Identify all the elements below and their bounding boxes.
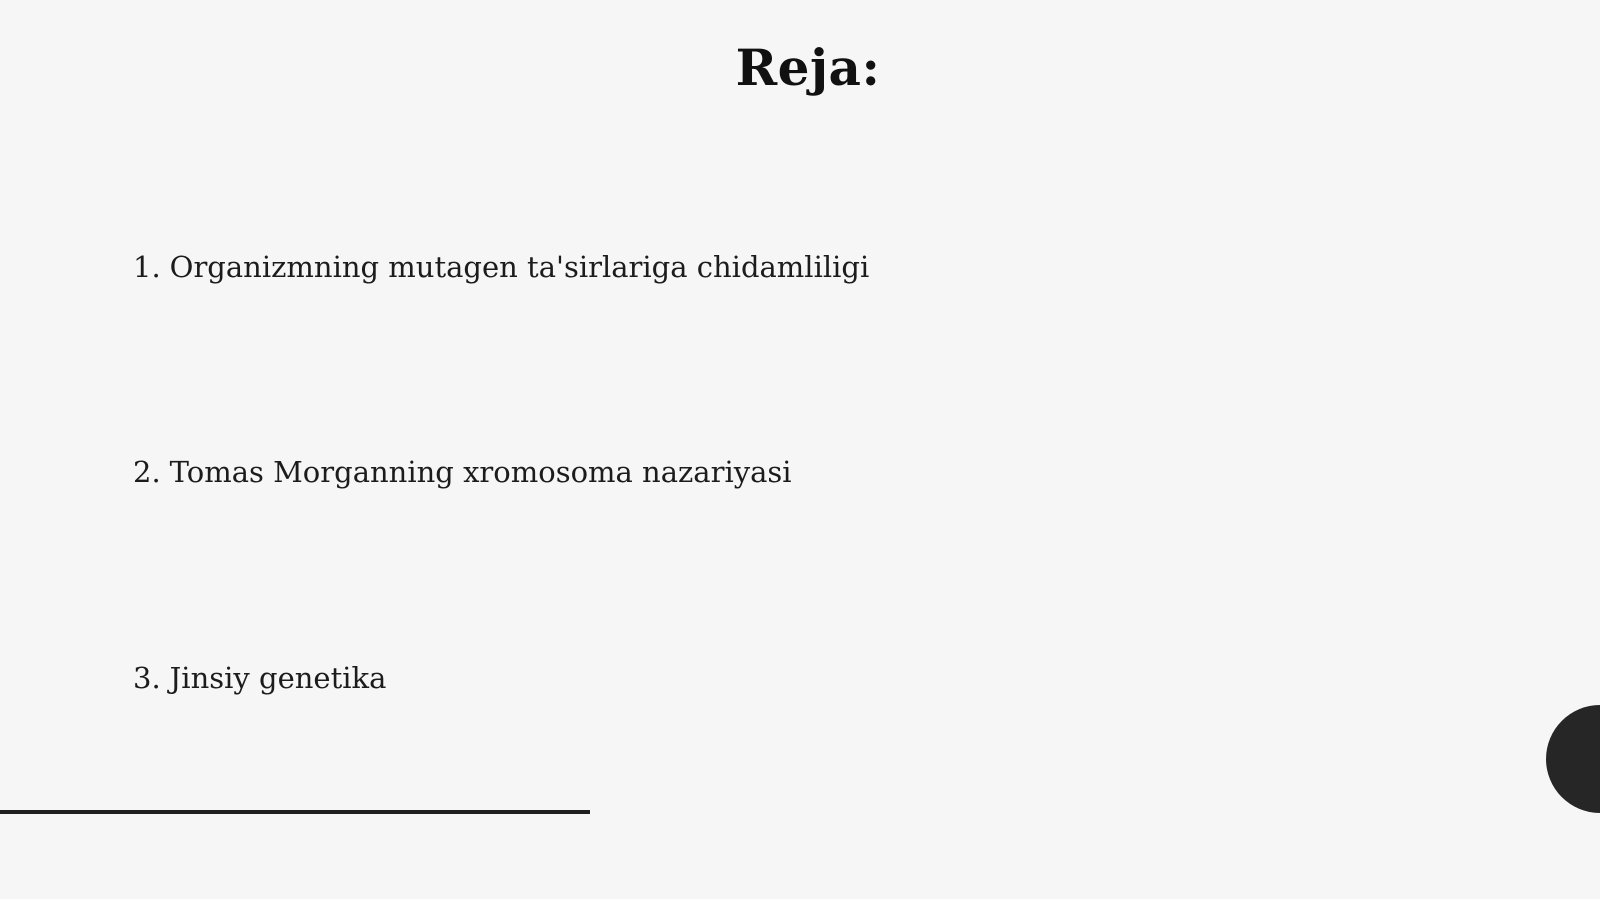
agenda-item-1 bbox=[133, 250, 869, 284]
decorative-circle-shape bbox=[1546, 705, 1600, 813]
agenda-item-3 bbox=[133, 661, 386, 695]
agenda-item-number: 2. bbox=[133, 455, 161, 489]
agenda-item-text: Jinsiy genetika bbox=[169, 661, 387, 695]
agenda-item-2 bbox=[133, 455, 792, 489]
agenda-item-number: 3. bbox=[133, 661, 161, 695]
slide-title: Reja: bbox=[735, 38, 881, 97]
agenda-item-number: 1. bbox=[133, 250, 161, 284]
agenda-item-text: Tomas Morganning xromosoma nazariyasi bbox=[169, 455, 792, 489]
agenda-item-text: Organizmning mutagen ta'sirlariga chidamliligi bbox=[169, 250, 870, 284]
decorative-divider-line bbox=[0, 810, 590, 814]
